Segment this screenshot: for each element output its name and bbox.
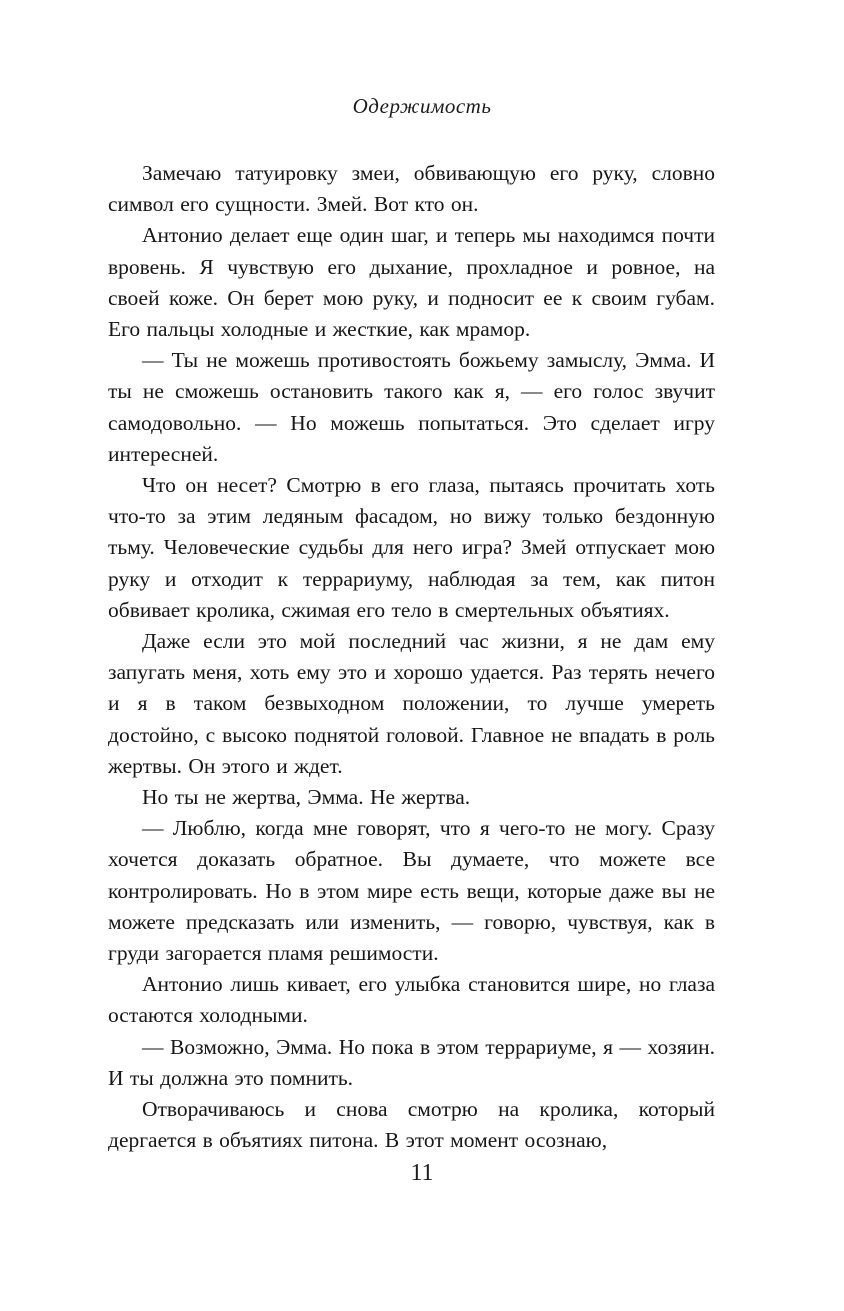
paragraph: — Ты не можешь противостоять божьему замыслу, Эмма. И ты не сможешь остановить такого как я, — его голос звучит самодовольно. — Но можешь попытаться. Это сделает игру интересней. [108,348,715,466]
paragraph: Даже если это мой последний час жизни, я не дам ему запугать меня, хоть ему это и хорошо удается. Раз терять нечего и я в таком безвыходном положении, то лучше умереть достойно, с высоко поднятой головой. Главное не впадать в роль жертвы. Он этого и ждет. [108,629,715,778]
paragraph: Что он несет? Смотрю в его глаза, пытаясь прочитать хоть что-то за этим ледяным фасадом, но вижу только бездонную тьму. Человеческие судьбы для него игра? Змей отпускает мою руку и отходит к террариуму, наблюдая за тем, как питон обвивает кролика, сжимая его тело в смертельных объятиях. [108,473,715,622]
paragraph: — Возможно, Эмма. Но пока в этом террариуме, я — хозяин. И ты должна это помнить. [108,1034,715,1090]
running-header-title: Одержимость [352,94,492,118]
paragraph: Замечаю татуировку змеи, обвивающую его руку, словно символ его сущности. Змей. Вот кто он. [108,161,715,217]
paragraph: Отворачиваюсь и снова смотрю на кролика, который дергается в объятиях питона. В этот момент осознаю, [108,1097,715,1153]
paragraph: — Люблю, когда мне говорят, что я чего-то не могу. Сразу хочется доказать обратное. Вы думаете, что можете все контролировать. Но в этом мире есть вещи, которые даже вы не можете предсказать или изменить, — говорю, чувствуя, как в груди загорается пламя решимости. [108,816,715,966]
paragraph: Антонио делает еще один шаг, и теперь мы находимся почти вровень. Я чувствую его дыхание, прохладное и ровное, на своей коже. Он берет мою руку, и подносит ее к своим губам. Его пальцы холодные и жесткие, как мрамор. [108,223,715,342]
paragraph: Но ты не жертва, Эмма. Не жертва. [142,785,471,810]
page-number: 11 [410,1160,434,1186]
body-text-block [108,158,715,1157]
paragraph: Антонио лишь кивает, его улыбка становится шире, но глаза остаются холодными. [108,972,715,1028]
